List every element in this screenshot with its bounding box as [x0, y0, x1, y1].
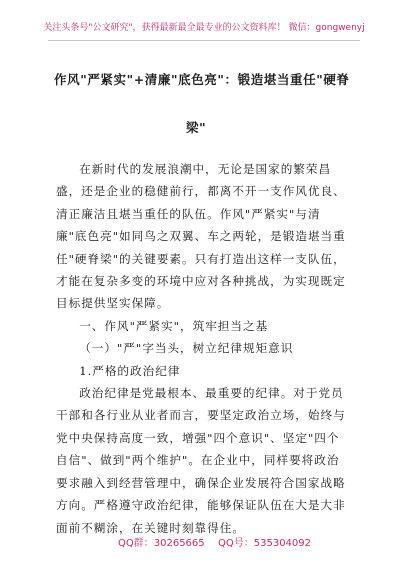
- body-paragraph: 政治纪律是党最根本、最重要的纪律。对于党员干部和各行业从业者而言，要坚定政治立场，始终与党中央保持高度一致，增强"四个意识"、坚定"四个自信"、做到"两个维护"。在企业中，同样要将政治要求融入到经营管理中，确保企业发展符合国家战略方向。严格遵守政治纪律，能够保证队伍在大是大非面前不糊涂，在关键时刻靠得住。: [56, 386, 346, 535]
- qq-number-text: QQ号：535304092: [218, 538, 312, 549]
- intro-paragraph: 在新时代的发展浪潮中，无论是国家的繁荣昌盛，还是企业的稳健前行，都离不开一支作风优良、清正廉洁且堪当重任的队伍。作风"严紧实"与清廉"底色亮"如同鸟之双翼、车之两轮，是锻造堪当重任"硬脊梁"的关键要素。只有打造出这样一支队伍，才能在复杂多变的环境中应对各种挑战，为实现既定目标提供坚实保障。: [56, 162, 346, 311]
- section-heading: 一、作风"严紧实"，筑牢担当之基: [79, 318, 269, 333]
- document-body: [56, 158, 352, 539]
- item-heading: 1.严格的政治纪律: [79, 363, 181, 378]
- header-banner: 关注头条号"公文研究"，获得最新最全最专业的公文资料库！ 微信：gongwenyj: [43, 23, 365, 33]
- header-divider: [48, 40, 360, 41]
- document-title-line-1: 作风"严紧实"+清廉"底色亮"：锻造堪当重任"硬脊: [54, 72, 350, 87]
- subsection-heading: （一）"严"字当头，树立纪律规矩意识: [79, 341, 294, 356]
- qq-group-text: QQ群：30265665: [118, 538, 205, 549]
- document-title-line-2: 梁": [186, 120, 207, 135]
